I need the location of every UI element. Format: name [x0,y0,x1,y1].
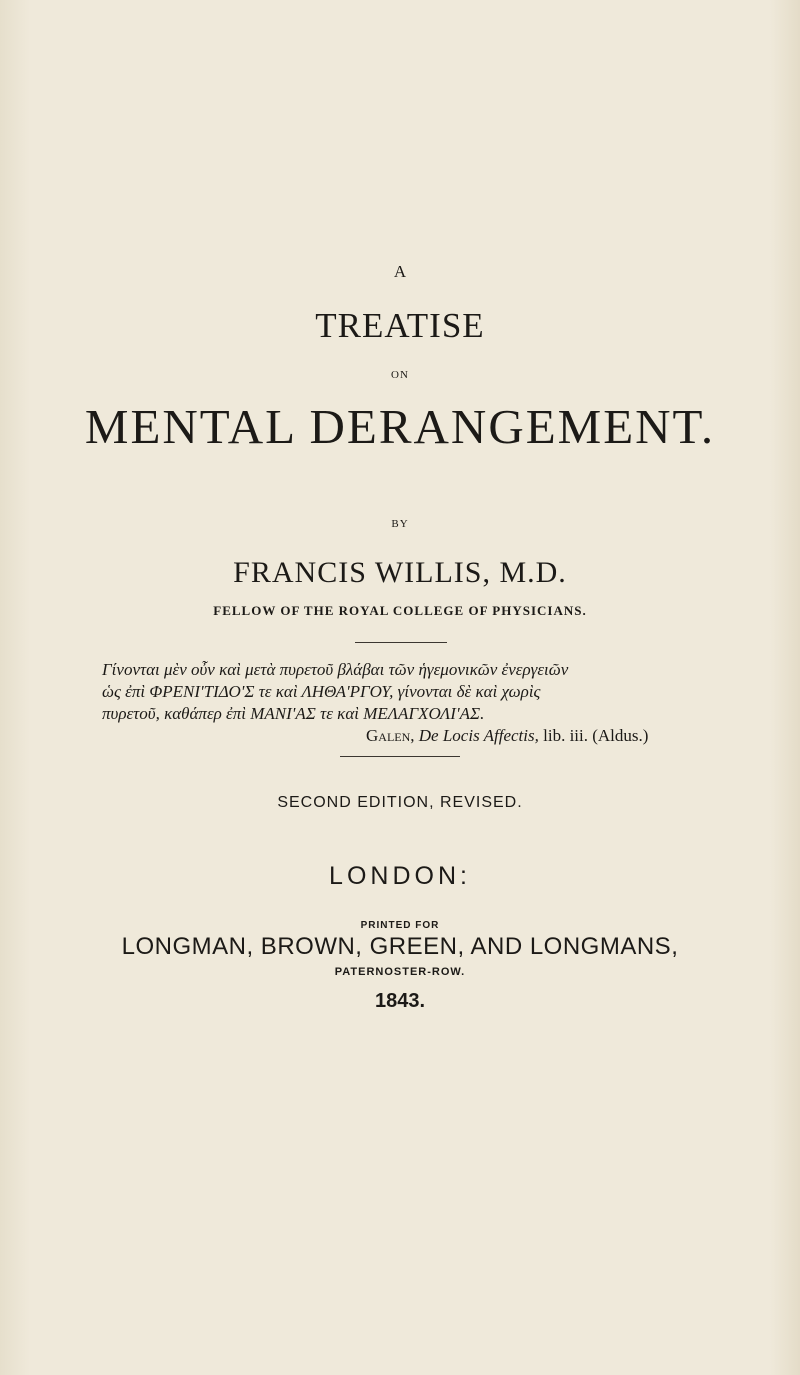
citation-author: Galen, [366,726,415,745]
epigraph-line: Γίνονται μὲν οὖν καὶ μετὰ πυρετοῦ βλάβαι τῶν ἡγεμονικῶν ἐνεργειῶν [102,660,569,679]
divider-rule [340,756,460,757]
imprint-publisher: LONGMAN, BROWN, GREEN, AND LONGMANS, [121,933,679,960]
epigraph-line: ὡς ἐπὶ ΦΡΕΝΙ'ΤΙΔΟ'Σ τε καὶ ΛΗΘΑ'ΡΓΟΥ, γίνονται δὲ καὶ χωρὶς [102,682,541,701]
imprint-address: PATERNOSTER-ROW. [334,966,466,978]
divider-rule [320,838,480,839]
epigraph-citation [366,726,648,746]
book-subject: MENTAL DERANGEMENT. [84,399,716,454]
edition-statement: SECOND EDITION, REVISED. [277,794,523,811]
author-fellowship: FELLOW OF THE ROYAL COLLEGE OF PHYSICIANS. [213,603,587,618]
epigraph-line: πυρετοῦ, καθάπερ ἐπὶ ΜΑΝΙ'ΑΣ τε καὶ ΜΕΛΑΓΧΟΛΙ'ΑΣ. [102,704,485,723]
imprint-year: 1843. [374,990,426,1012]
author-name: FRANCIS WILLIS, M.D. [233,556,567,589]
citation-rest: lib. iii. (Aldus.) [543,726,649,745]
citation-work: De Locis Affectis, [418,726,539,745]
book-title: TREATISE [315,306,485,345]
divider-rule [355,642,447,643]
imprint-printed-for: PRINTED FOR [360,920,440,931]
imprint-city: LONDON: [329,862,471,890]
title-article: A [393,262,407,281]
by-line: BY [391,518,409,530]
title-connector: ON [391,369,409,381]
